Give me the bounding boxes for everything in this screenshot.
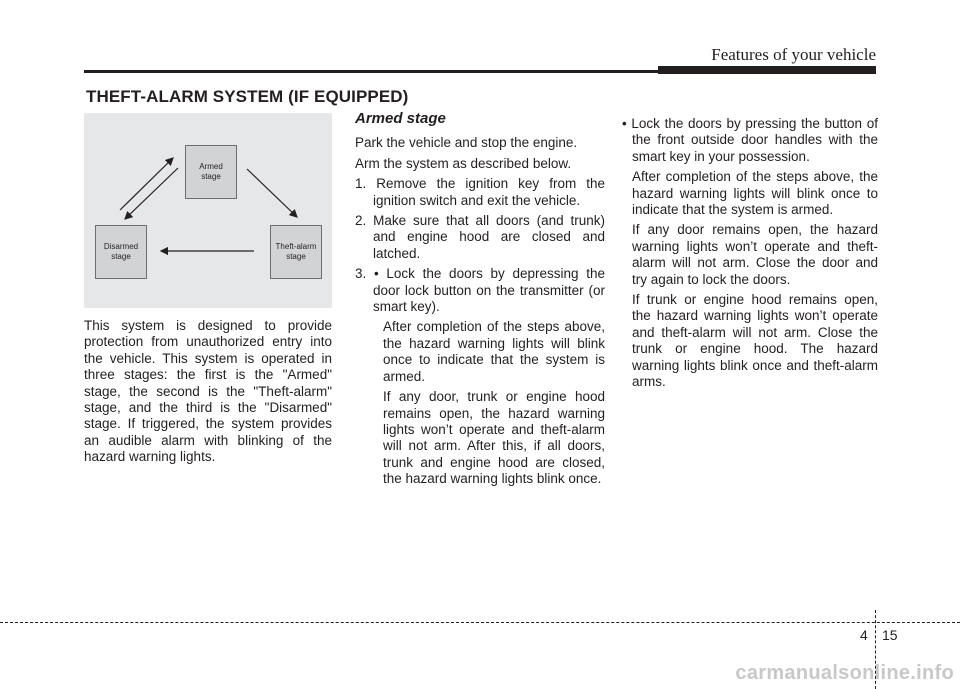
armed-step-3-note-1: After completion of the steps above, the hazard warning lights will blink once to indicate that the system is armed. <box>383 319 605 384</box>
header-rule-thick <box>658 66 876 74</box>
smart-key-bullet: • Lock the doors by pressing the button of the front outside door handles with the smart key in your possession. <box>622 116 878 164</box>
header-rule <box>84 70 658 73</box>
stage-diagram <box>84 113 332 308</box>
header-title: Features of your vehicle <box>711 45 876 64</box>
chapter-number: 4 <box>860 627 868 643</box>
watermark: carmanualsonline.info <box>735 662 954 684</box>
armed-step-3-note-2: If any door, trunk or engine hood remains open, the hazard warning lights won’t operate and theft-alarm will not arm. After this, if all doors, trunk and engine hood are closed, the hazard warning lights blink once. <box>383 389 605 487</box>
armed-stage-box: Armed stage <box>185 145 237 199</box>
arrow-armed-to-disarmed <box>125 168 178 219</box>
right-note-3: If trunk or engine hood remains open, the hazard warning lights won’t operate and theft-alarm will not arm. Close the trunk or engine hood. The hazard warning lights blink once and theft-alarm arms. <box>632 292 878 390</box>
armed-step-2: 2. Make sure that all doors (and trunk) and engine hood are closed and latched. <box>355 213 605 261</box>
footer-rule <box>0 622 960 623</box>
right-note-2: If any door remains open, the hazard warning lights won’t operate and theft-alarm will not arm. Close the door and try again to lock the doors. <box>632 222 878 287</box>
section-heading: THEFT-ALARM SYSTEM (IF EQUIPPED) <box>86 87 409 106</box>
armed-stage-heading: Armed stage <box>355 110 446 127</box>
armed-stage-p1: Park the vehicle and stop the engine. <box>355 135 578 151</box>
intro-text <box>84 318 332 466</box>
page-number: 15 <box>882 627 898 643</box>
arrow-disarmed-to-armed <box>120 158 173 210</box>
stage-arrows <box>84 113 332 308</box>
intro-paragraph: This system is designed to provide protection from unauthorized entry into the vehicle. This system is operated in three stages: the first is the "Armed" stage, the second is the "Theft-alarm" stage, and the third is the "Disarmed" stage. If triggered, the system provides an audible alarm with blinking of the hazard warning lights. <box>84 318 332 465</box>
armed-stage-p2: Arm the system as described below. <box>355 155 572 171</box>
right-note-1: After completion of the steps above, the hazard warning lights will blink once to indicate that the system is armed. <box>632 169 878 218</box>
theft-alarm-stage-box: Theft-alarm stage <box>270 225 322 279</box>
right-column <box>622 116 878 395</box>
armed-stage-column <box>355 111 605 492</box>
armed-step-1: 1. Remove the ignition key from the ignition switch and exit the vehicle. <box>355 176 605 208</box>
disarmed-stage-box: Disarmed stage <box>95 225 147 279</box>
arrow-armed-to-theft-alarm <box>247 169 297 217</box>
armed-step-3: 3. • Lock the doors by depressing the door lock button on the transmitter (or smart key). <box>355 266 605 315</box>
